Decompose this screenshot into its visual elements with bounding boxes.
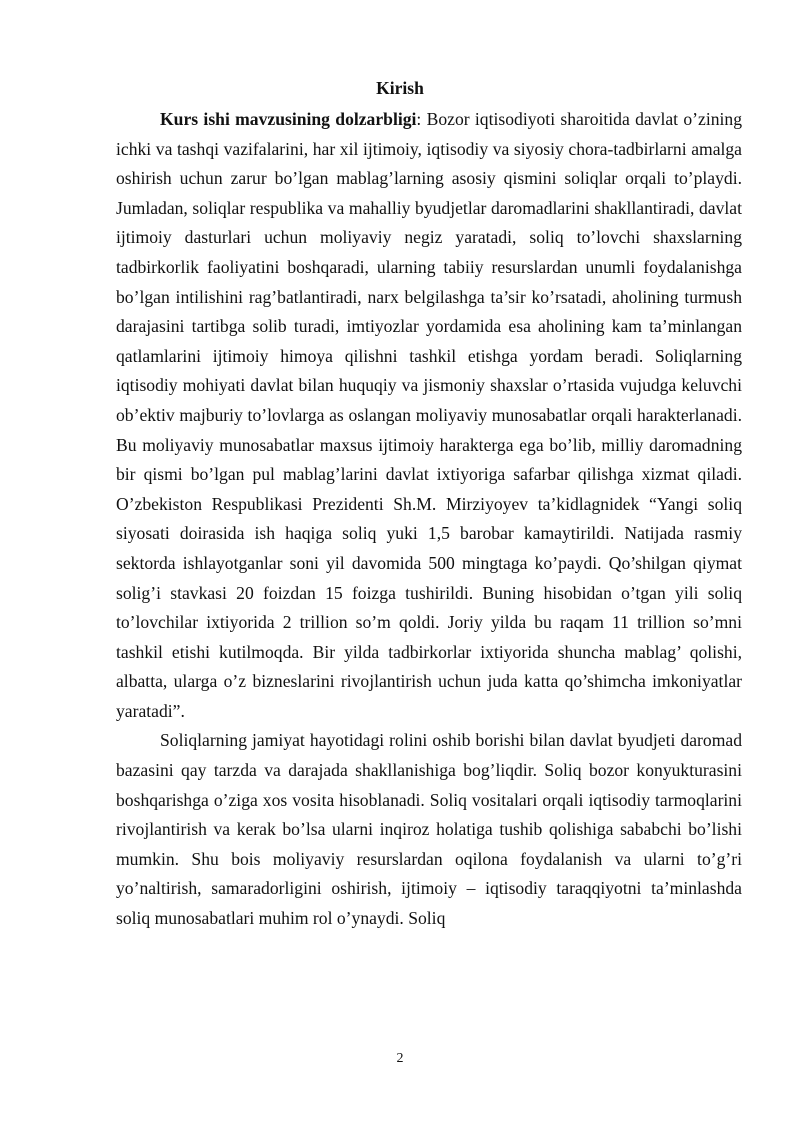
paragraph-2-text: Soliqlarning jamiyat hayotidagi rolini oshib borishi bilan davlat byudjeti daromad bazasini qay tarzda va darajada shakllanishiga bog’liqdir. Soliq bozor konyukturasini boshqarishga o’ziga xos vosita hisoblanadi. Soliq vositalari orqali iqtisodiy tarmoqlarini rivojlantirish va kerak bo’lsa ularni inqiroz holatiga tushib qolishiga sababchi bo’lishi mumkin. Shu bois moliyaviy resurslardan oqilona foydalanish va ularni to’g’ri yo’naltirish, samaradorligini oshirish, ijtimoiy – iqtisodiy taraqqiyotni ta’minlashda soliq munosabatlari muhim rol o’ynaydi. Soliq bbox=[116, 730, 742, 929]
paragraph-1-text: : Bozor iqtisodiyoti sharoitida davlat o’zining ichki va tashqi vazifalarini, har xil ijtimoiy, iqtisodiy va siyosiy chora-tadbirlarni amalga oshirish uchun zarur bo’lgan mablag’larning asosiy qismini soliqlar orqali to’playdi. Jumladan, soliqlar respublika va mahalliy byudjetlar daromadlarini shakllantiradi, davlat ijtimoiy dasturlari uchun moliyaviy negiz yaratadi, soliq to’lovchi shaxslarning tadbirkorlik faoliyatini boshqaradi, ularning tabiiy resurslardan unumli foydalanishga bo’lgan intilishini rag’batlantiradi, narx belgilashga ta’sir ko’rsatadi, aholining turmush darajasini tartibga solib turadi, imtiyozlar yordamida esa aholining kam ta’minlangan qatlamlarini ijtimoiy himoya qilishni tashkil etishga yordam beradi. Soliqlarning iqtisodiy mohiyati davlat bilan huquqiy va jismoniy shaxslar o’rtasida vujudga keluvchi ob’ektiv majburiy to’lovlarga as oslangan moliyaviy munosabatlar orqali harakterlanadi. Bu moliyaviy munosabatlar maxsus ijtimoiy harakterga ega bo’lib, milliy daromadning bir qismi bo’lgan pul mablag’larini davlat ixtiyoriga safarbar qilishga xizmat qiladi. O’zbekiston Respublikasi Prezidenti Sh.M. Mirziyoyev ta’kidlagnidek “Yangi soliq siyosati doirasida ish haqiga soliq yuki 1,5 barobar kamaytirildi. Natijada rasmiy sektorda ishlayotganlar soni yil davomida 500 mingtaga ko’paydi. Qo’shilgan qiymat solig’i stavkasi 20 foizdan 15 foizga tushirildi. Buning hisobidan o’tgan yili soliq to’lovchilar ixtiyorida 2 trillion so’m qoldi. Joriy yilda bu raqam 11 trillion so’mni tashkil etishi kutilmoqda. Bir yilda tadbirkorlar ixtiyorida shuncha mablag’ qolishi, albatta, ularga o’z bizneslarini rivojlantirish uchun juda katta qo’shimcha imkoniyatlar yaratadi”. bbox=[116, 109, 742, 721]
page-title: Kirish bbox=[376, 78, 424, 98]
paragraph-2 bbox=[116, 726, 742, 933]
body-text bbox=[116, 105, 742, 934]
paragraph-1-lead: Kurs ishi mavzusining dolzarbligi bbox=[160, 109, 417, 129]
page-number: 2 bbox=[396, 1051, 404, 1066]
paragraph-1 bbox=[116, 105, 742, 726]
